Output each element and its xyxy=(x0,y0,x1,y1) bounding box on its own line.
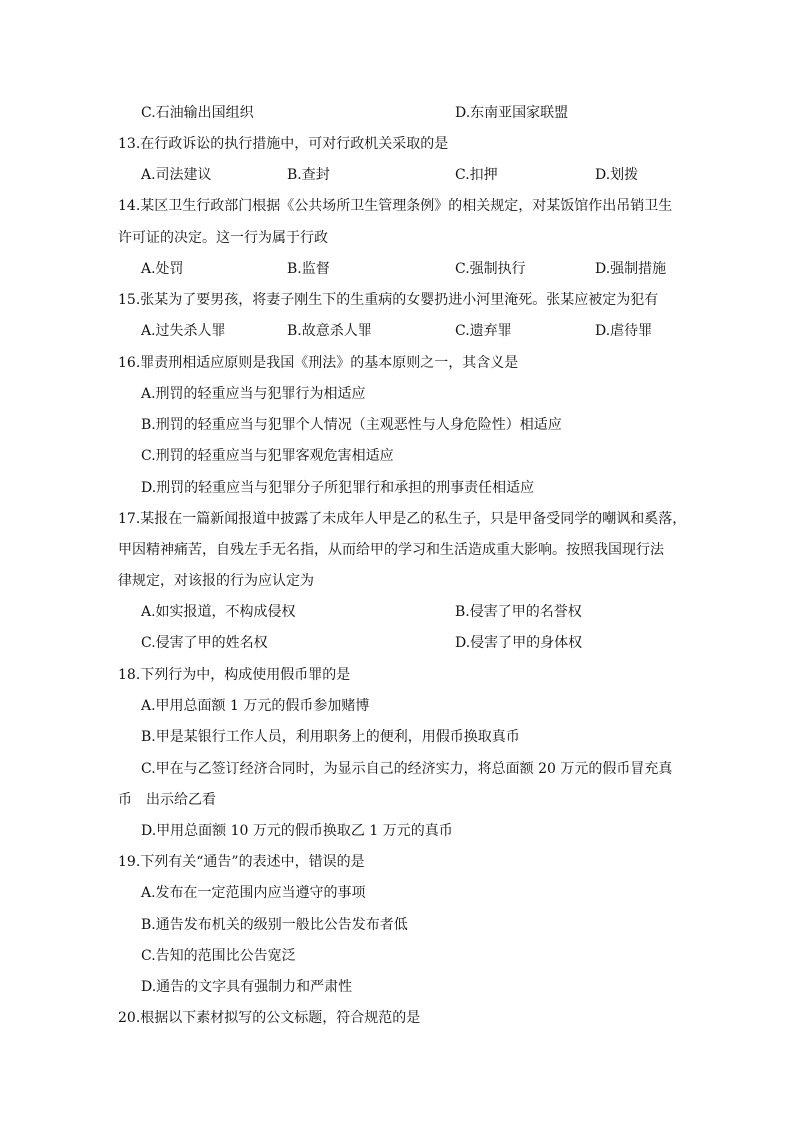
q18-option-d: D.甲用总面额 10 万元的假币换取乙 1 万元的真币 xyxy=(141,823,453,839)
q18-option-b: B.甲是某银行工作人员，利用职务上的便利，用假币换取真币 xyxy=(141,729,520,745)
q13-option-c: C.扣押 xyxy=(455,167,498,183)
q14-option-b: B.监督 xyxy=(287,261,330,277)
q16-option-d: D.刑罚的轻重应当与犯罪分子所犯罪行和承担的刑事责任相适应 xyxy=(141,480,535,496)
q14-option-d: D.强制措施 xyxy=(595,261,667,277)
q19-option-c: C.告知的范围比公告宽泛 xyxy=(141,948,296,964)
q16-option-b: B.刑罚的轻重应当与犯罪个人情况（主观恶性与人身危险性）相适应 xyxy=(141,417,562,433)
q19-option-a: A.发布在一定范围内应当遵守的事项 xyxy=(141,885,366,901)
q17-option-c: C.侵害了甲的姓名权 xyxy=(141,635,268,651)
q17-stem-line3: 律规定，对该报的行为应认定为 xyxy=(118,573,314,589)
q12-option-c: C.石油输出国组织 xyxy=(141,105,254,121)
q17-option-b: B.侵害了甲的名誉权 xyxy=(455,604,582,620)
q15-option-c: C.遗弃罪 xyxy=(455,323,512,339)
q17-option-a: A.如实报道，不构成侵权 xyxy=(141,604,296,620)
q17-option-d: D.侵害了甲的身体权 xyxy=(455,635,583,651)
q14-stem-line2: 许可证的决定。这一行为属于行政 xyxy=(118,230,328,246)
q20-stem: 20.根据以下素材拟写的公文标题，符合规范的是 xyxy=(118,1010,421,1026)
q19-option-b: B.通告发布机关的级别一般比公告发布者低 xyxy=(141,917,408,933)
q18-stem: 18.下列行为中，构成使用假币罪的是 xyxy=(118,667,351,683)
q18-option-c-line2: 币 出示给乙看 xyxy=(118,792,216,808)
q14-stem-line1: 14.某区卫生行政部门根据《公共场所卫生管理条例》的相关规定，对某饭馆作出吊销卫生 xyxy=(118,198,673,214)
q16-option-a: A.刑罚的轻重应当与犯罪行为相适应 xyxy=(141,386,366,402)
q18-option-a: A.甲用总面额 1 万元的假币参加赌博 xyxy=(141,698,370,714)
q16-stem: 16.罪责刑相适应原则是我国《刑法》的基本原则之一，其含义是 xyxy=(118,355,519,371)
q12-option-d: D.东南亚国家联盟 xyxy=(455,105,569,121)
q13-option-d: D.划拨 xyxy=(595,167,639,183)
q14-option-c: C.强制执行 xyxy=(455,261,526,277)
q17-stem-line2: 甲因精神痛苦，自残左手无名指，从而给甲的学习和生活造成重大影响。按照我国现行法 xyxy=(118,542,664,558)
q19-stem: 19.下列有关“通告”的表述中，错误的是 xyxy=(118,854,365,870)
q13-option-a: A.司法建议 xyxy=(141,167,212,183)
q15-stem: 15.张某为了要男孩，将妻子刚生下的生重病的女婴扔进小河里淹死。张某应被定为犯有 xyxy=(118,292,659,308)
q15-option-a: A.过失杀人罪 xyxy=(141,323,226,339)
q13-stem: 13.在行政诉讼的执行措施中，可对行政机关采取的是 xyxy=(118,136,449,152)
q18-option-c-line1: C.甲在与乙签订经济合同时，为显示自己的经济实力，将总面额 20 万元的假币冒充真 xyxy=(141,761,673,777)
q16-option-c: C.刑罚的轻重应当与犯罪客观危害相适应 xyxy=(141,448,394,464)
q15-option-d: D.虐待罪 xyxy=(595,323,653,339)
q19-option-d: D.通告的文字具有强制力和严肃性 xyxy=(141,979,353,995)
q17-stem-line1: 17.某报在一篇新闻报道中披露了未成年人甲是乙的私生子，只是甲备受同学的嘲讽和奚落， xyxy=(118,511,687,527)
q15-option-b: B.故意杀人罪 xyxy=(287,323,372,339)
q13-option-b: B.查封 xyxy=(287,167,330,183)
q14-option-a: A.处罚 xyxy=(141,261,184,277)
